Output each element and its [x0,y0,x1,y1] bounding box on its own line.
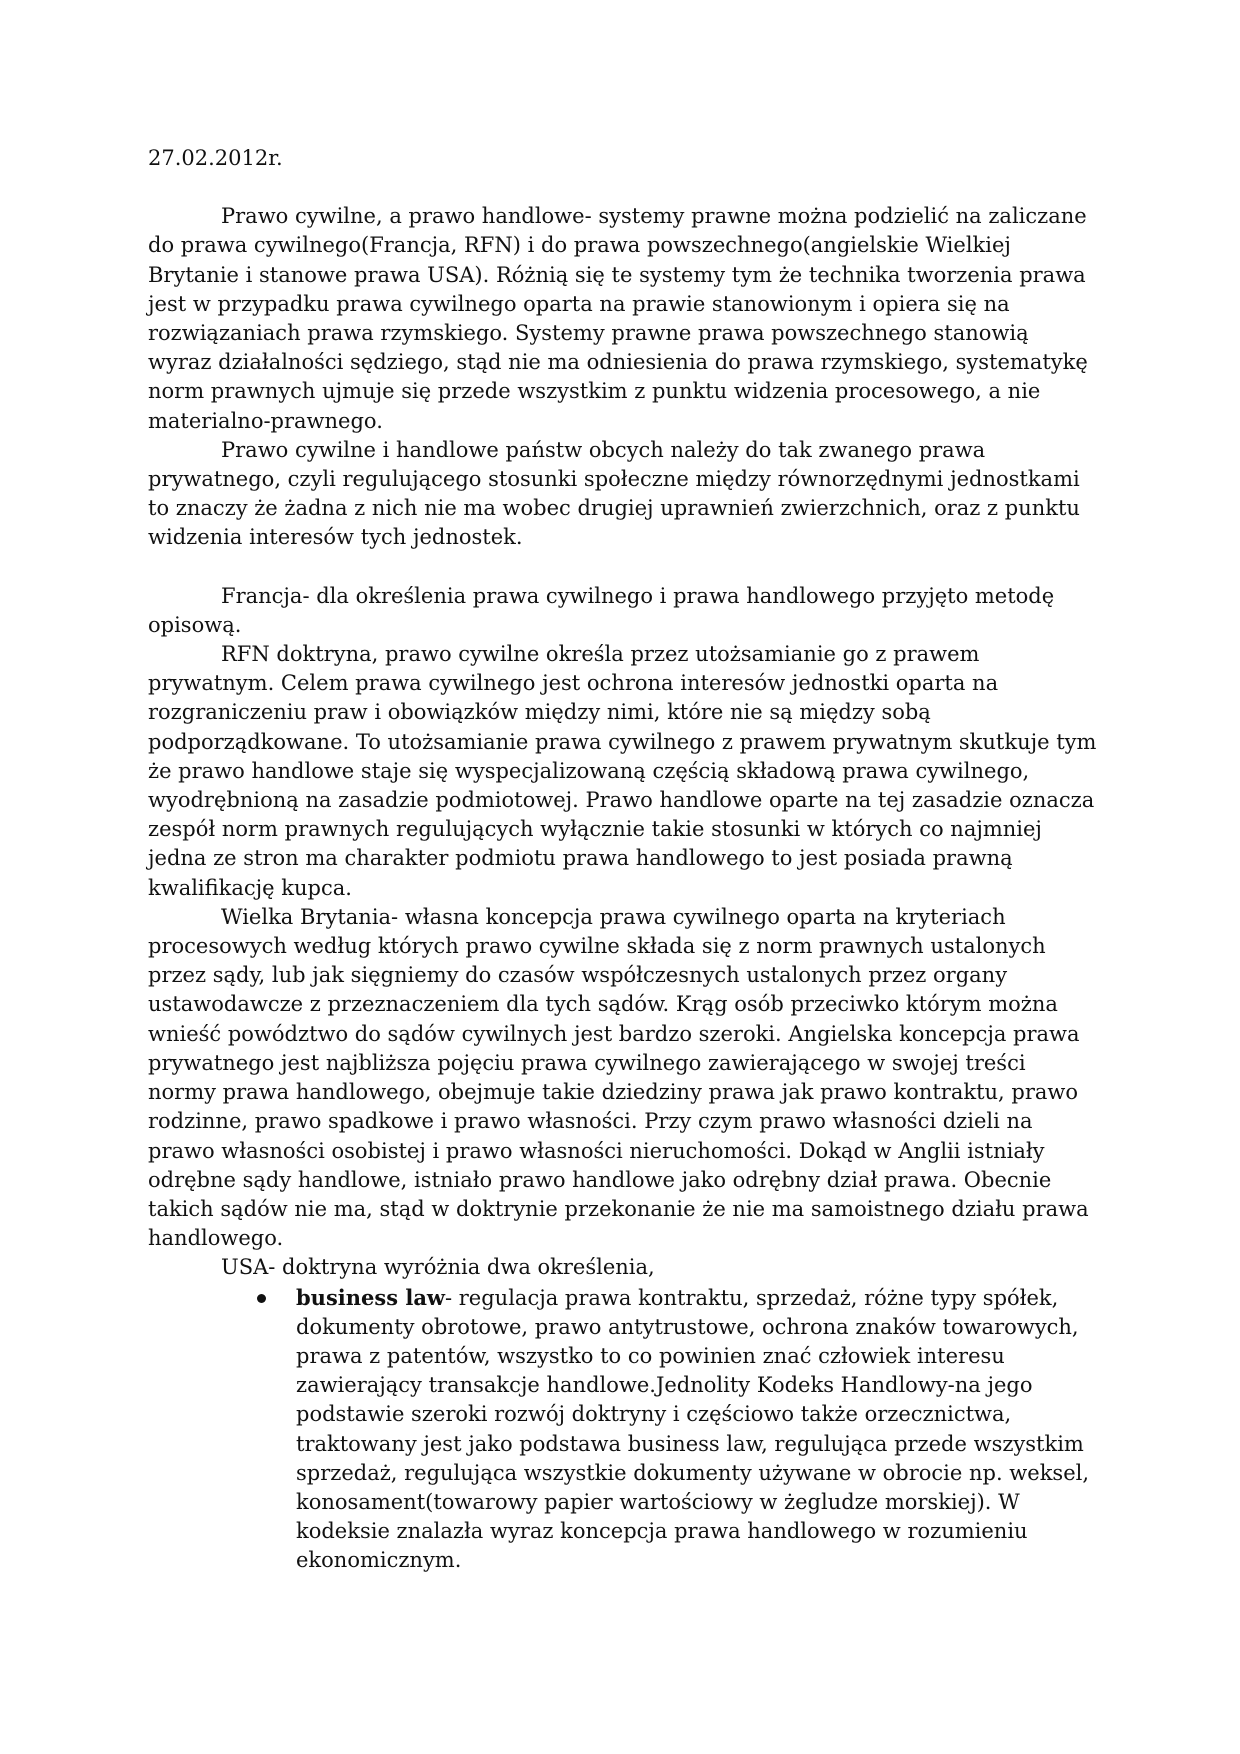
paragraph-great-britain: Wielka Brytania- własna koncepcja prawa cywilnego oparta na kryteriach procesowych według których prawo cywilne składa się z norm prawnych ustalonych przez sądy, lub jak sięgniemy do czasów współczesnych ustalonych przez organy ustawodawcze z przeznaczeniem dla tych sądów. Krąg osób przeciwko którym można wnieść powództwo do sądów cywilnych jest bardzo szeroki. Angielska koncepcja prawa prywatnego jest najbliższa pojęciu prawa cywilnego zawierającego w swojej treści normy prawa handlowego, obejmuje takie dziedziny prawa jak prawo kontraktu, prawo rodzinne, prawo spadkowe i prawo własności. Przy czym prawo własności dzieli na prawo własności osobistej i prawo własności nieruchomości. Dokąd w Anglii istniały odrębne sądy handlowe, istniało prawo handlowe jako odrębny dział prawa. Obecnie takich sądów nie ma, stąd w doktrynie przekonanie że nie ma samoistnego działu prawa handlowego. [148,904,1089,1251]
paragraph-france: Francja- dla określenia prawa cywilnego i prawa handlowego przyjęto metodę opisową. [148,583,1055,637]
bullet-term: business law [296,1284,445,1310]
document-date: 27.02.2012r. [148,146,283,170]
paragraph-usa: USA- doktryna wyróżnia dwa określenia, [221,1255,655,1280]
paragraph-private-law: Prawo cywilne i handlowe państw obcych należy do tak zwanego prawa prywatnego, czyli regulującego stosunki społeczne między równorzędnymi jednostkami to znaczy że żadna z nich nie ma wobec drugiej uprawnień zwierzchnich, oraz z punktu widzenia interesów tych jednostek. [148,437,1080,550]
paragraph-gap [148,553,1098,582]
paragraph-rfn: RFN doktryna, prawo cywilne określa przez utożsamianie go z prawem prywatnym. Celem prawa cywilnego jest ochrona interesów jednostki oparta na rozgraniczeniu praw i obowiązków między nimi, które nie są między sobą podporządkowane. To utożsamianie prawa cywilnego z prawem prywatnym skutkuje tym że prawo handlowe staje się wyspecjalizowaną częścią składową prawa cywilnego, wyodrębnioną na zasadzie podmiotowej. Prawo handlowe oparte na tej zasadzie oznacza zespół norm prawnych regulujących wyłącznie takie stosunki w których co najmniej jedna ze stron ma charakter podmiotu prawa handlowego to jest posiada prawną kwalifikację kupca. [148,642,1097,900]
document-body [148,144,1098,1576]
bullet-text: - regulacja prawa kontraktu, sprzedaż, różne typy spółek, dokumenty obrotowe, prawo antytrustowe, ochrona znaków towarowych, prawa z patentów, wszystko to co powinien znać człowiek interesu zawierający transakcje handlowe.Jednolity Kodeks Handlowy-na jego podstawie szeroki rozwój doktryny i częściowo także orzecznictwa, traktowany jest jako podstawa business law, regulująca przede wszystkim sprzedaż, regulująca wszystkie dokumenty używane w obrocie np. weksel, konosament(towarowy papier wartościowy w żegludze morskiej). W kodeksie znalazła wyraz koncepcja prawa handlowego w rozumieniu ekonomicznym. [296,1285,1090,1573]
bullet-item-business-law [296,1283,1098,1576]
bullet-dot-icon [257,1294,266,1303]
paragraph-civil-vs-commercial: Prawo cywilne, a prawo handlowe- systemy prawne można podzielić na zaliczane do prawa cywilnego(Francja, RFN) i do prawa powszechnego(angielskie Wielkiej Brytanie i stanowe prawa USA). Różnią się te systemy tym że technika tworzenia prawa jest w przypadku prawa cywilnego oparta na prawie stanowionym i opiera się na rozwiązaniach prawa rzymskiego. Systemy prawne prawa powszechnego stanowią wyraz działalności sędziego, stąd nie ma odniesienia do prawa rzymskiego, systematykę norm prawnych ujmuje się przede wszystkim z punktu widzenia procesowego, a nie materialno-prawnego. [148,204,1088,433]
bullet-list [148,1283,1098,1576]
